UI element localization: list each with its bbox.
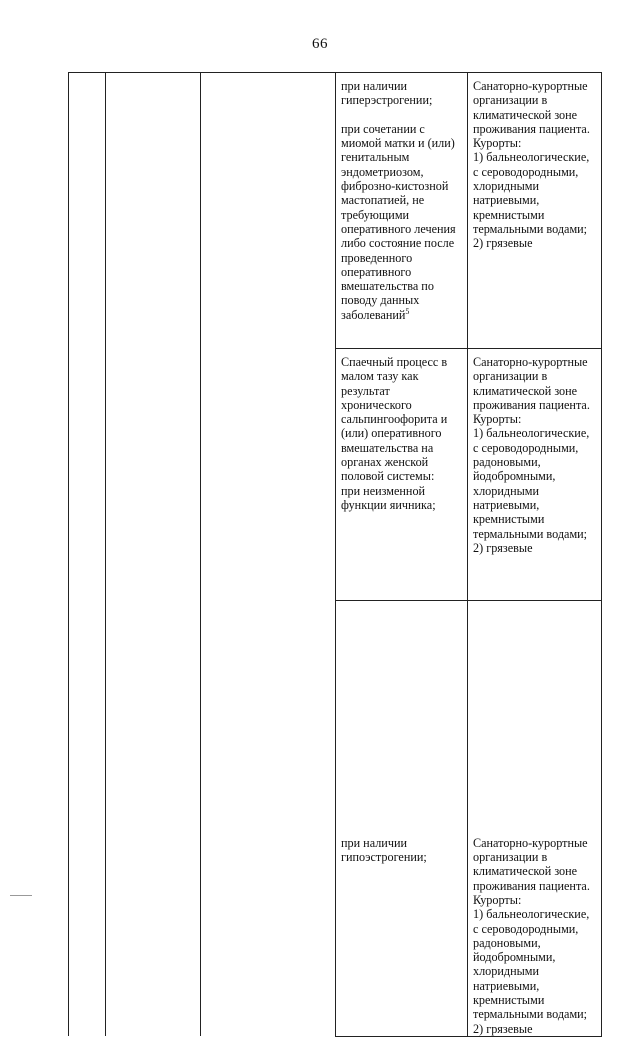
- resort-treatment-table: [68, 72, 602, 1037]
- table-row: [69, 73, 602, 349]
- empty-cell-diagnosis-code: [106, 73, 201, 1037]
- treatment-cell: [468, 73, 602, 349]
- page-number: 66: [312, 36, 328, 52]
- condition-text: при наличии гипоэстрогении;: [341, 835, 427, 865]
- footnote-marker: 5: [405, 306, 410, 316]
- treatment-text: Санаторно-курортные организации в климатической зоне проживания пациента. Курорты: 1) бальнеологические, с сероводородными, радоновыми, йодобромными, хлоридными натриевыми, кремнистыми термальными водами; 2) грязевые: [473, 835, 590, 1036]
- condition-text: Спаечный процесс в малом тазу как результат хронического сальпингоофорита и (или) оперативного вмешательства на органах женской половой системы: при неизменной функции яичника;: [341, 355, 448, 512]
- treatment-cell: [468, 601, 602, 1037]
- condition-cell: [336, 349, 468, 601]
- condition-text: при наличии гиперэстрогении; при сочетании с миомой матки и (или) генитальным эндометриозом, фиброзно-кистозной мастопатией, не требующими оперативного лечения либо состояние после проведенного оперативного вмешательства по поводу данных заболеваний: [341, 79, 456, 322]
- treatment-text: Санаторно-курортные организации в климатической зоне проживания пациента. Курорты: 1) бальнеологические, с сероводородными, радоновыми, йодобромными, хлоридными натриевыми, кремнистыми термальными водами; 2) грязевые: [473, 355, 590, 555]
- treatment-text: Санаторно-курортные организации в климатической зоне проживания пациента. Курорты: 1) бальнеологические, с сероводородными, хлоридными натриевыми, кремнистыми термальными водами; 2) грязевые: [473, 79, 590, 251]
- scan-edge-mark: [10, 895, 32, 896]
- empty-cell-diagnosis-name: [201, 73, 336, 1037]
- treatment-cell: [468, 349, 602, 601]
- empty-cell-number: [69, 73, 106, 1037]
- condition-cell: [336, 73, 468, 349]
- condition-cell: [336, 601, 468, 1037]
